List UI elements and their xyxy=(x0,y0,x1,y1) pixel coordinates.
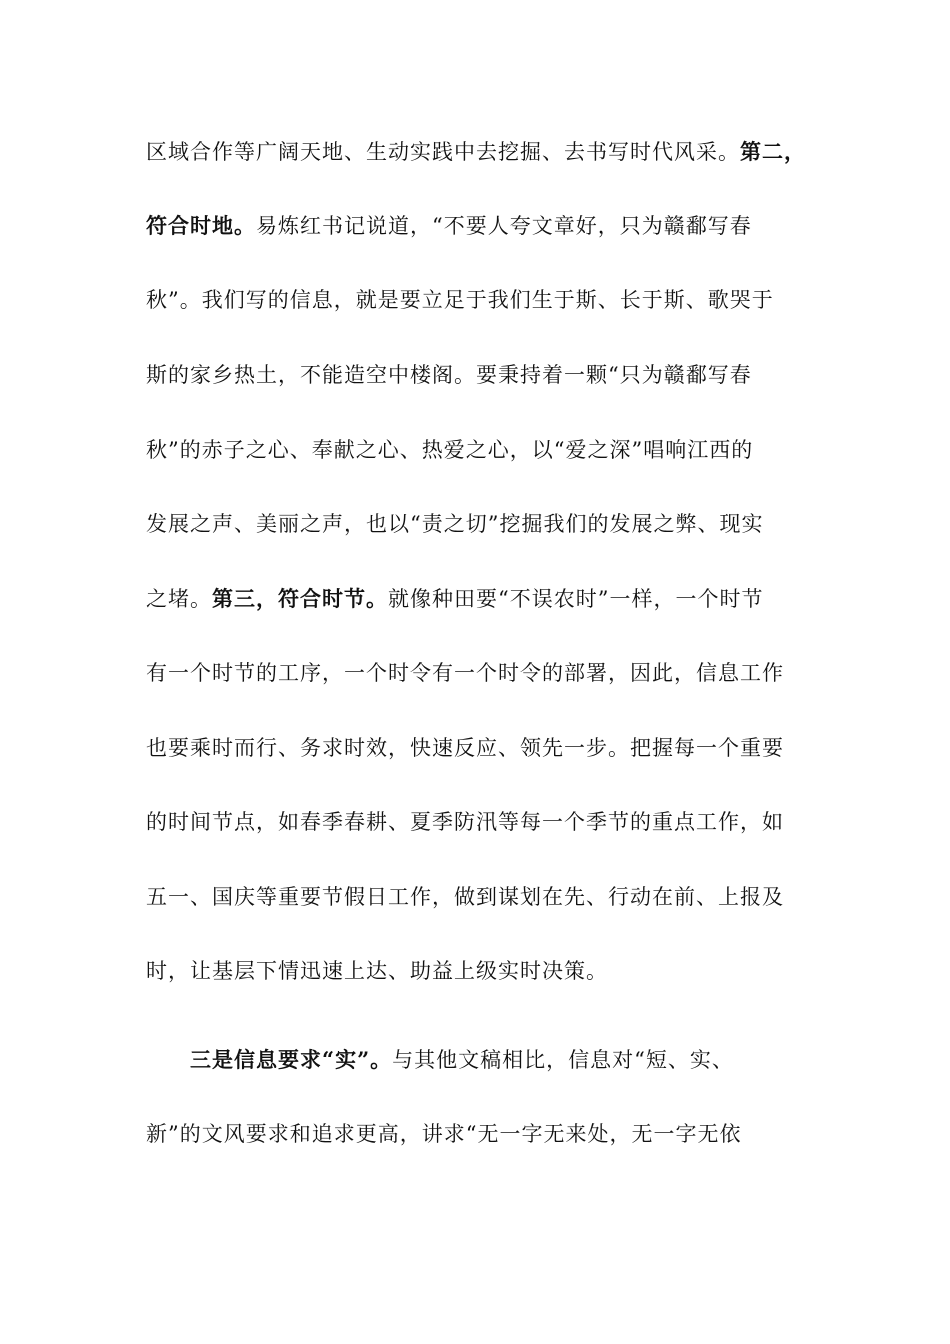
text-line-13 xyxy=(190,1040,810,1080)
bold-heading: 三是信息要求“实”。 xyxy=(190,1047,393,1072)
text-segment: 区域合作等广阔天地、生动实践中去挖掘、去书写时代风采。 xyxy=(146,140,740,164)
text-line-2 xyxy=(146,206,806,246)
text-line-7 xyxy=(146,579,806,619)
text-line-5 xyxy=(146,430,806,470)
text-segment: 就像种田要“不误农时”一样，一个时节 xyxy=(388,587,764,611)
text-segment: 易炼红书记说道，“不要人夸文章好，只为赣鄱写春 xyxy=(256,214,752,238)
text-segment: 斯的家乡热土，不能造空中楼阁。要秉持着一颗“只为赣鄱写春 xyxy=(146,363,752,387)
text-segment: 也要乘时而行、务求时效，快速反应、领先一步。把握每一个重要 xyxy=(146,736,784,760)
text-segment: 秋”。我们写的信息，就是要立足于我们生于斯、长于斯、歌哭于 xyxy=(146,288,774,312)
text-segment: 时，让基层下情迅速上达、助益上级实时决策。 xyxy=(146,959,608,983)
bold-heading: 符合时地。 xyxy=(146,213,256,238)
text-segment: 与其他文稿相比，信息对“短、实、 xyxy=(392,1048,734,1072)
text-segment: 之堵。 xyxy=(146,587,212,611)
text-line-14 xyxy=(146,1114,806,1154)
text-line-4 xyxy=(146,355,806,395)
text-segment: 的时间节点，如春季春耕、夏季防汛等每一个季节的重点工作，如 xyxy=(146,810,784,834)
text-line-8 xyxy=(146,653,806,693)
text-line-3 xyxy=(146,280,806,320)
text-segment: 有一个时节的工序，一个时令有一个时令的部署，因此，信息工作 xyxy=(146,661,784,685)
bold-heading: 第三，符合时节。 xyxy=(212,586,388,611)
text-segment: 秋”的赤子之心、奉献之心、热爱之心，以“爱之深”唱响江西的 xyxy=(146,438,754,462)
text-segment: 五一、国庆等重要节假日工作，做到谋划在先、行动在前、上报及 xyxy=(146,885,784,909)
text-line-1 xyxy=(146,132,806,172)
text-line-9 xyxy=(146,728,806,768)
text-segment: 发展之声、美丽之声，也以“责之切”挖掘我们的发展之弊、现实 xyxy=(146,512,764,536)
text-line-10 xyxy=(146,802,806,842)
text-line-12 xyxy=(146,951,806,991)
text-line-11 xyxy=(146,877,806,917)
bold-heading: 第二， xyxy=(740,139,806,164)
text-segment: 新”的文风要求和追求更高，讲求“无一字无来处，无一字无依 xyxy=(146,1122,742,1146)
text-line-6 xyxy=(146,504,806,544)
